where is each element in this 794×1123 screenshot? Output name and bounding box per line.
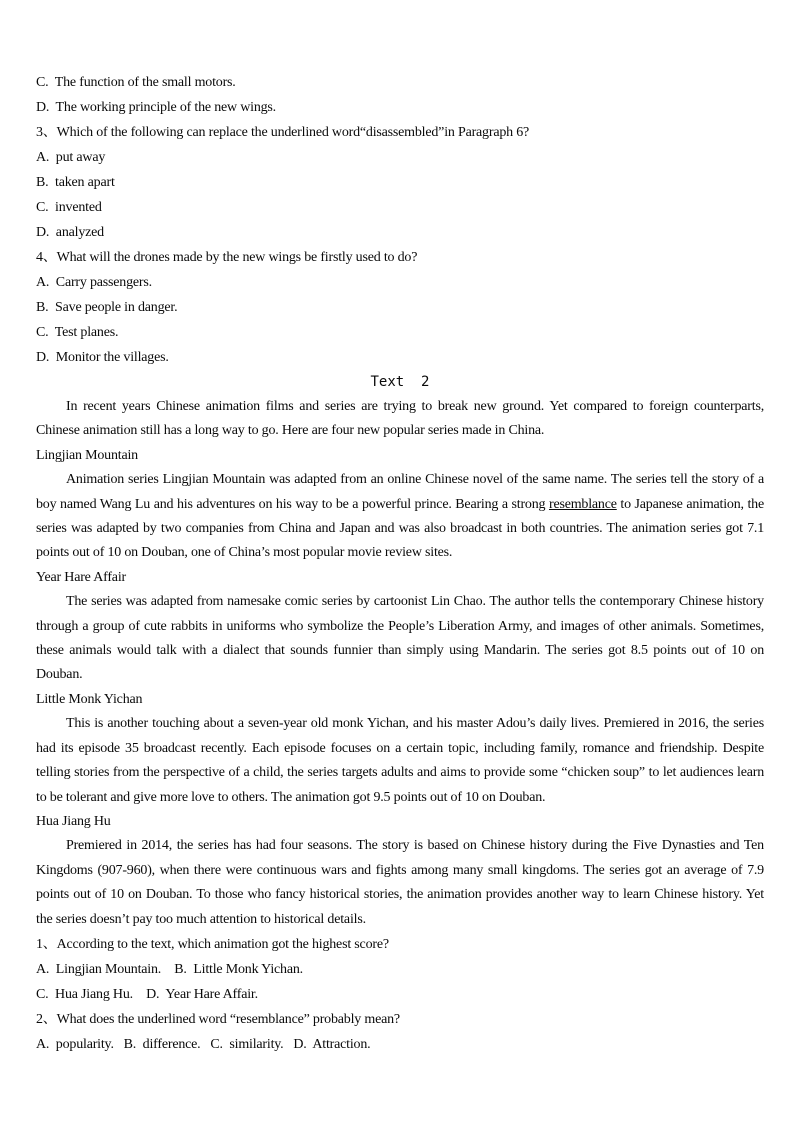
option-line: D. The working principle of the new wings. xyxy=(36,100,276,115)
option-line: D. analyzed xyxy=(36,225,104,240)
paragraph-little-monk-yichan: This is another touching about a seven-year old monk Yichan, and his master Adou’s daily lives. Premiered in 2016, the series had its episode 35 broadcast recently. Each episode focuses on a certain topic, including family, romance and friendship. Despite telling stories from the perspective of a child, the series targets adults and aims to provide some “chicken soup” to let audiences learn to be tolerant and give more love to others. The animation got 9.5 points out of 10 on Douban. xyxy=(36,716,764,805)
paragraph-year-hare-affair: The series was adapted from namesake comic series by cartoonist Lin Chao. The author tells the contemporary Chinese history through a group of cute rabbits in uniforms who symbolize the People’s Liberation Army, and images of other animals. Sometimes, these animals would talk with a dialect that sounds funnier than simply using Mandarin. The series got 8.5 points out of 10 on Douban. xyxy=(36,594,764,683)
question-line: 1、According to the text, which animation got the highest score? xyxy=(36,936,389,952)
option-line: D. Monitor the villages. xyxy=(36,350,169,365)
option-line: A. Lingjian Mountain. B. Little Monk Yichan. xyxy=(36,961,303,977)
underlined-word: resemblance xyxy=(548,496,617,512)
option-line: A. put away xyxy=(36,150,106,165)
paragraph-hua-jiang-hu: Premiered in 2014, the series has had four seasons. The story is based on Chinese history during the Five Dynasties and Ten Kingdoms (907-960), when there were continuous wars and fights among many small kingdoms. The series got an average of 7.9 points out of 10 on Douban. To those who fancy historical stories, the animation provides another way to learn Chinese history. Yet the series doesn’t pay too much attention to historical details. xyxy=(36,838,764,927)
series-heading-little-monk-yichan: Little Monk Yichan xyxy=(36,691,143,707)
series-heading-hua-jiang-hu: Hua Jiang Hu xyxy=(36,813,111,829)
text-section-heading: Text 2 xyxy=(370,374,430,390)
question-line: 4、What will the drones made by the new wings be firstly used to do? xyxy=(36,250,418,265)
option-line: C. Hua Jiang Hu. D. Year Hare Affair. xyxy=(36,986,258,1002)
series-heading-lingjian-mountain: Lingjian Mountain xyxy=(36,447,138,463)
option-line: B. Save people in danger. xyxy=(36,300,178,315)
option-line: C. The function of the small motors. xyxy=(36,75,236,90)
text-segment: to Japanese animation, the series was adapted by two companies from China and Japan and was also broadcast in both countries. The animation series got 7.1 points out of 10 on Douban, one of China’s most popular movie review sites. xyxy=(36,496,764,561)
paragraph-lingjian-mountain xyxy=(36,468,764,566)
series-heading-year-hare-affair: Year Hare Affair xyxy=(36,569,126,585)
question-line: 3、Which of the following can replace the underlined word“disassembled”in Paragraph 6? xyxy=(36,125,530,140)
option-line: C. Test planes. xyxy=(36,325,119,340)
intro-paragraph: In recent years Chinese animation films and series are trying to break new ground. Yet compared to foreign counterparts, Chinese animation still has a long way to go. Here are four new popular series made in China. xyxy=(36,399,764,439)
option-line: C. invented xyxy=(36,200,102,215)
option-line: B. taken apart xyxy=(36,175,115,190)
option-line: A. Carry passengers. xyxy=(36,275,152,290)
text-segment: Animation series Lingjian Mountain was adapted from an online Chinese novel of the same name. The series tell the story of a boy named Wang Lu and his adventures on his way to be a powerful prince. Bearing a strong xyxy=(36,472,764,512)
question-line: 2、What does the underlined word “resemblance” probably mean? xyxy=(36,1011,400,1027)
option-line: A. popularity. B. difference. C. similarity. D. Attraction. xyxy=(36,1036,371,1052)
